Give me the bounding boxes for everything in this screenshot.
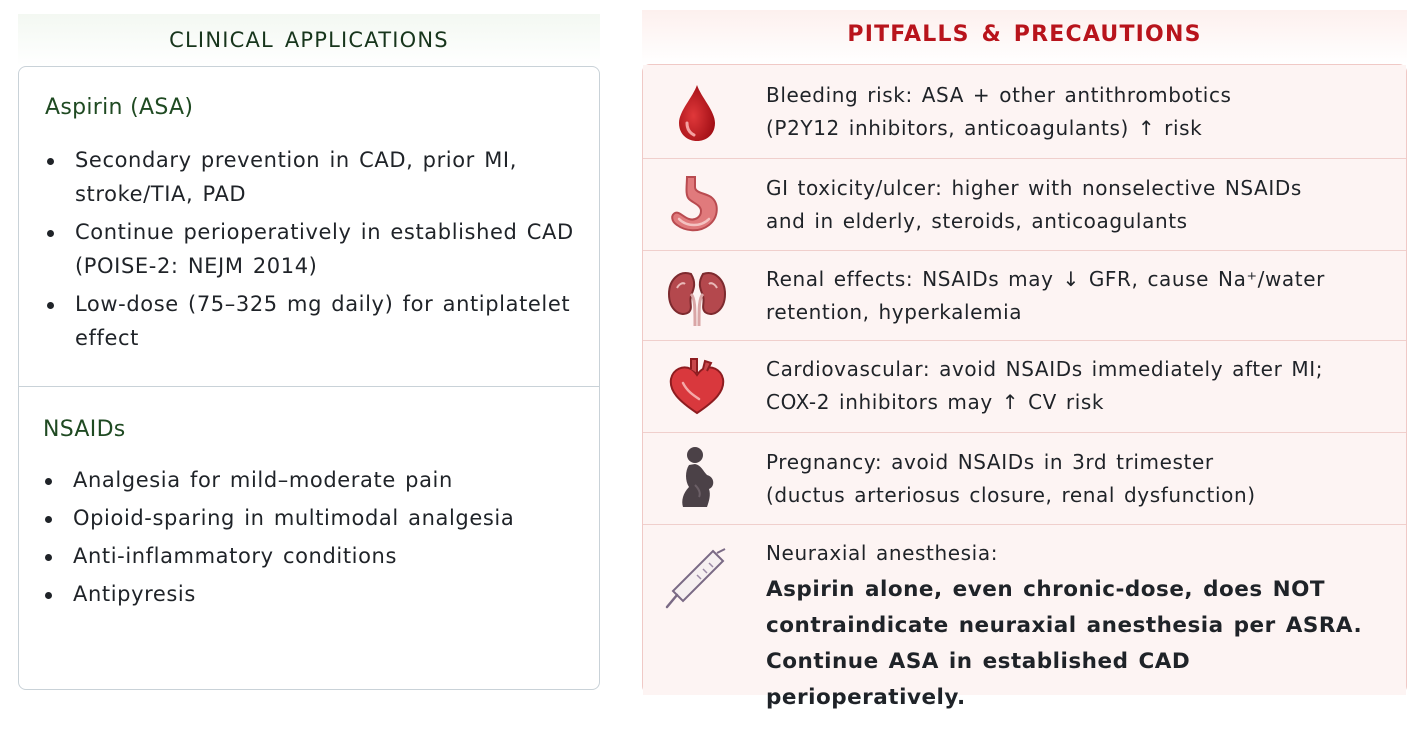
list-item: Secondary prevention in CAD, prior MI, stroke/TIA, PAD: [45, 143, 585, 211]
pitfall-row-renal: [643, 251, 1406, 341]
aspirin-list: [45, 143, 585, 359]
list-item: Low-dose (75–325 mg daily) for antiplatelet effect: [45, 287, 585, 355]
pitfall-row-neuraxial: [643, 525, 1406, 710]
pregnant-woman-icon: [665, 445, 729, 509]
pitfall-text: [766, 79, 1392, 145]
pitfall-row-gi: [643, 159, 1406, 251]
pitfall-bold-line: contraindicate neuraxial anesthesia per ASRA.: [766, 613, 1363, 638]
aspirin-heading: Aspirin (ASA): [45, 95, 194, 120]
bullet-icon: [45, 592, 52, 599]
nsaids-heading: NSAIDs: [43, 417, 126, 442]
pitfall-line: and in elderly, steroids, anticoagulants: [766, 209, 1188, 233]
bullet-icon: [45, 554, 52, 561]
list-item: Continue perioperatively in established CAD (POISE-2: NEJM 2014): [45, 215, 585, 283]
clinical-applications-panel: [18, 14, 600, 690]
pitfall-line: COX-2 inhibitors may ↑ CV risk: [766, 390, 1105, 414]
pitfall-line: Pregnancy: avoid NSAIDs in 3rd trimester: [766, 450, 1214, 474]
bullet-icon: [45, 516, 52, 523]
list-item: Analgesia for mild–moderate pain: [43, 463, 583, 497]
list-item: Antipyresis: [43, 577, 583, 611]
aspirin-section: [19, 67, 599, 387]
pitfall-text: [766, 537, 1392, 716]
bullet-icon: [45, 478, 52, 485]
pitfall-line: retention, hyperkalemia: [766, 300, 1023, 324]
pitfalls-title: PITFALLS & PRECAUTIONS: [847, 22, 1202, 47]
heart-icon: [665, 355, 729, 419]
pitfall-line: (ductus arteriosus closure, renal dysfunction): [766, 483, 1256, 507]
pitfall-text: [766, 172, 1392, 238]
nsaids-list: [43, 463, 583, 615]
pitfall-row-cardiovascular: [643, 341, 1406, 433]
pitfall-line: (P2Y12 inhibitors, anticoagulants) ↑ risk: [766, 116, 1203, 140]
list-item: Anti-inflammatory conditions: [43, 539, 583, 573]
stomach-icon: [665, 173, 729, 237]
pitfall-line: Renal effects: NSAIDs may ↓ GFR, cause Na⁺/water: [766, 267, 1325, 291]
pitfall-text: [766, 263, 1392, 329]
pitfall-text: [766, 446, 1392, 512]
pitfalls-panel: [642, 10, 1407, 710]
bullet-icon: [47, 302, 54, 309]
clinical-applications-box: [18, 66, 600, 690]
spinal-needle-icon: [663, 547, 727, 611]
blood-drop-icon: [665, 81, 729, 145]
pitfall-row-bleeding: [643, 65, 1406, 159]
pitfall-bold-line: Continue ASA in established CAD perioperatively.: [766, 649, 1191, 710]
pitfall-line: Neuraxial anesthesia:: [766, 541, 999, 565]
bullet-icon: [47, 158, 54, 165]
bullet-icon: [47, 230, 54, 237]
pitfall-row-pregnancy: [643, 433, 1406, 525]
pitfall-text: [766, 353, 1392, 419]
pitfall-line: Bleeding risk: ASA + other antithrombotics: [766, 83, 1232, 107]
nsaids-section: [19, 387, 599, 689]
pitfall-bold-line: Aspirin alone, even chronic-dose, does NOT: [766, 577, 1326, 602]
kidneys-icon: [665, 264, 729, 328]
clinical-applications-title: CLINICAL APPLICATIONS: [169, 28, 449, 52]
list-item: Opioid-sparing in multimodal analgesia: [43, 501, 583, 535]
pitfall-line: Cardiovascular: avoid NSAIDs immediately after MI;: [766, 357, 1324, 381]
pitfalls-box: [642, 64, 1407, 710]
pitfall-line: GI toxicity/ulcer: higher with nonselective NSAIDs: [766, 176, 1302, 200]
